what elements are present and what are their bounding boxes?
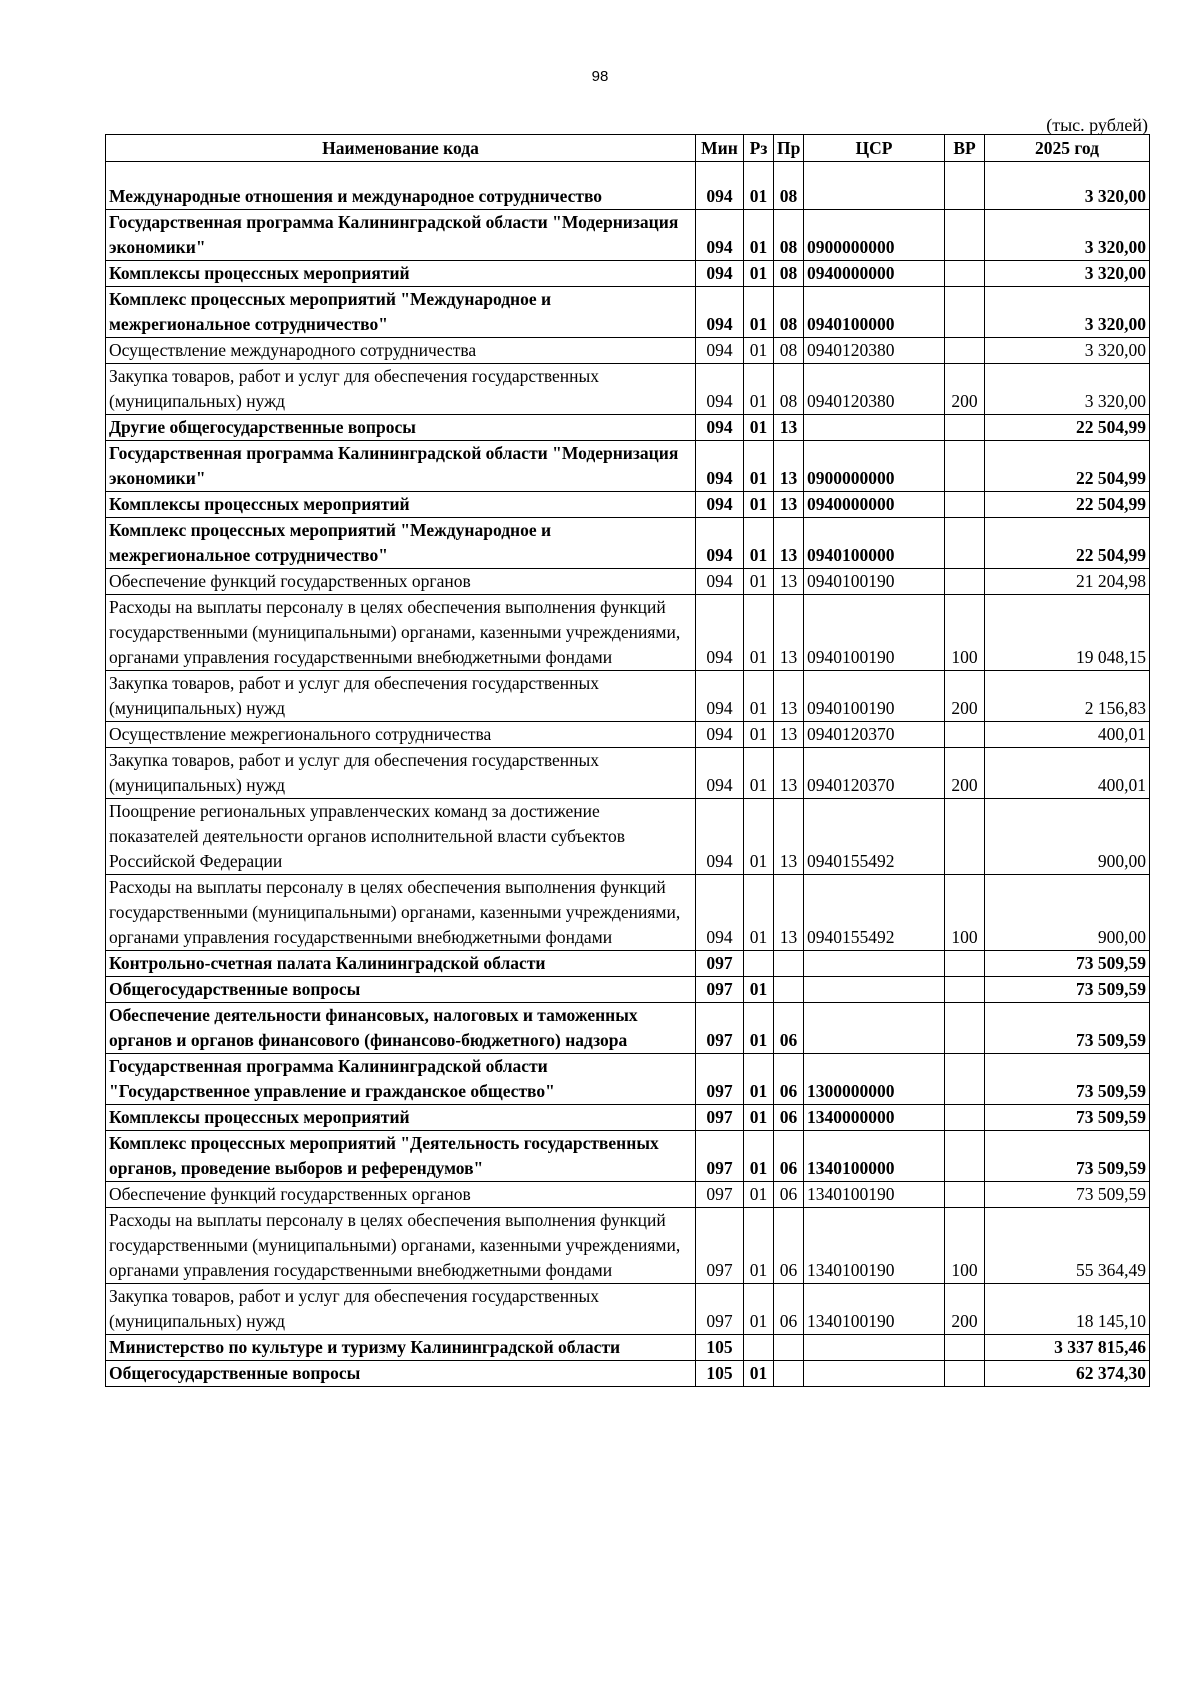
cell-vr — [945, 162, 985, 210]
cell-csr: 0940100190 — [804, 671, 945, 722]
cell-vr — [945, 569, 985, 595]
cell-csr: 0940120370 — [804, 722, 945, 748]
cell-pr: 13 — [774, 415, 804, 441]
cell-csr: 1340100190 — [804, 1182, 945, 1208]
cell-name: Обеспечение функций государственных органов — [106, 569, 696, 595]
table-row — [106, 1131, 1150, 1182]
cell-pr: 06 — [774, 1182, 804, 1208]
cell-csr: 1300000000 — [804, 1054, 945, 1105]
table-row — [106, 261, 1150, 287]
cell-rz: 01 — [744, 799, 774, 875]
cell-min: 094 — [696, 338, 744, 364]
cell-vr — [945, 518, 985, 569]
cell-sum: 900,00 — [985, 875, 1150, 951]
cell-rz: 01 — [744, 875, 774, 951]
table-row — [106, 162, 1150, 210]
cell-sum: 3 320,00 — [985, 210, 1150, 261]
cell-name: Закупка товаров, работ и услуг для обеспечения государственных (муниципальных) нужд — [106, 748, 696, 799]
cell-name: Осуществление международного сотрудничества — [106, 338, 696, 364]
cell-sum: 3 320,00 — [985, 261, 1150, 287]
budget-table — [105, 134, 1150, 1387]
cell-pr: 06 — [774, 1284, 804, 1335]
cell-csr: 0940100000 — [804, 518, 945, 569]
table-row — [106, 364, 1150, 415]
cell-min: 094 — [696, 748, 744, 799]
cell-rz: 01 — [744, 977, 774, 1003]
table-row — [106, 1054, 1150, 1105]
cell-rz: 01 — [744, 1208, 774, 1284]
cell-sum: 400,01 — [985, 748, 1150, 799]
cell-vr — [945, 951, 985, 977]
cell-name: Закупка товаров, работ и услуг для обеспечения государственных (муниципальных) нужд — [106, 364, 696, 415]
table-header — [106, 135, 1150, 162]
cell-min: 097 — [696, 951, 744, 977]
cell-min: 094 — [696, 415, 744, 441]
table-row — [106, 492, 1150, 518]
cell-rz: 01 — [744, 441, 774, 492]
cell-pr: 08 — [774, 338, 804, 364]
cell-min: 097 — [696, 1182, 744, 1208]
cell-pr — [774, 951, 804, 977]
table-row — [106, 977, 1150, 1003]
table-row — [106, 951, 1150, 977]
cell-min: 105 — [696, 1361, 744, 1387]
cell-csr: 1340100190 — [804, 1208, 945, 1284]
table-row — [106, 1208, 1150, 1284]
table-row — [106, 595, 1150, 671]
cell-min: 094 — [696, 799, 744, 875]
cell-name: Государственная программа Калининградской области "Модернизация экономики" — [106, 210, 696, 261]
cell-sum: 3 320,00 — [985, 162, 1150, 210]
cell-vr — [945, 1131, 985, 1182]
cell-sum: 3 337 815,46 — [985, 1335, 1150, 1361]
cell-name: Комплексы процессных мероприятий — [106, 492, 696, 518]
cell-name: Комплекс процессных мероприятий "Международное и межрегиональное сотрудничество" — [106, 518, 696, 569]
cell-pr: 06 — [774, 1105, 804, 1131]
cell-min: 097 — [696, 1131, 744, 1182]
cell-pr: 13 — [774, 671, 804, 722]
table-row — [106, 748, 1150, 799]
cell-min: 097 — [696, 1003, 744, 1054]
cell-min: 094 — [696, 441, 744, 492]
cell-vr: 200 — [945, 671, 985, 722]
cell-sum: 22 504,99 — [985, 518, 1150, 569]
cell-name: Общегосударственные вопросы — [106, 977, 696, 1003]
cell-pr: 13 — [774, 518, 804, 569]
cell-rz: 01 — [744, 671, 774, 722]
cell-rz — [744, 1335, 774, 1361]
cell-min: 094 — [696, 364, 744, 415]
cell-vr — [945, 1361, 985, 1387]
cell-name: Министерство по культуре и туризму Калининградской области — [106, 1335, 696, 1361]
cell-csr: 0940155492 — [804, 875, 945, 951]
cell-sum: 3 320,00 — [985, 364, 1150, 415]
cell-pr: 06 — [774, 1131, 804, 1182]
cell-min: 094 — [696, 162, 744, 210]
cell-pr: 13 — [774, 799, 804, 875]
cell-name: Расходы на выплаты персоналу в целях обеспечения выполнения функций государственными (муниципальными) органами, казенными учреждениями, органами управления государственными внебюджетными фондами — [106, 1208, 696, 1284]
cell-sum: 22 504,99 — [985, 441, 1150, 492]
cell-pr: 06 — [774, 1208, 804, 1284]
cell-rz: 01 — [744, 492, 774, 518]
cell-name: Другие общегосударственные вопросы — [106, 415, 696, 441]
table-row — [106, 722, 1150, 748]
cell-vr — [945, 287, 985, 338]
cell-name: Комплексы процессных мероприятий — [106, 1105, 696, 1131]
table-row — [106, 1182, 1150, 1208]
cell-pr: 13 — [774, 441, 804, 492]
cell-name: Контрольно-счетная палата Калининградской области — [106, 951, 696, 977]
cell-pr: 13 — [774, 595, 804, 671]
cell-name: Обеспечение функций государственных органов — [106, 1182, 696, 1208]
cell-sum: 3 320,00 — [985, 287, 1150, 338]
cell-rz: 01 — [744, 1284, 774, 1335]
table-row — [106, 1284, 1150, 1335]
cell-vr: 200 — [945, 1284, 985, 1335]
cell-min: 094 — [696, 722, 744, 748]
cell-min: 094 — [696, 671, 744, 722]
page-number: 98 — [591, 68, 609, 85]
cell-min: 094 — [696, 595, 744, 671]
cell-csr: 0940100190 — [804, 595, 945, 671]
cell-csr — [804, 1361, 945, 1387]
cell-csr: 0940120370 — [804, 748, 945, 799]
cell-sum: 73 509,59 — [985, 1003, 1150, 1054]
table-row — [106, 441, 1150, 492]
cell-vr — [945, 1182, 985, 1208]
table-row — [106, 1105, 1150, 1131]
cell-min: 094 — [696, 210, 744, 261]
cell-rz: 01 — [744, 722, 774, 748]
cell-name: Государственная программа Калининградской области "Государственное управление и гражданское общество" — [106, 1054, 696, 1105]
cell-name: Государственная программа Калининградской области "Модернизация экономики" — [106, 441, 696, 492]
cell-vr — [945, 977, 985, 1003]
cell-rz: 01 — [744, 595, 774, 671]
cell-vr — [945, 1054, 985, 1105]
cell-name: Комплекс процессных мероприятий "Международное и межрегиональное сотрудничество" — [106, 287, 696, 338]
cell-csr: 0940155492 — [804, 799, 945, 875]
cell-min: 097 — [696, 1208, 744, 1284]
cell-vr — [945, 415, 985, 441]
cell-pr: 08 — [774, 210, 804, 261]
cell-name: Общегосударственные вопросы — [106, 1361, 696, 1387]
cell-name: Расходы на выплаты персоналу в целях обеспечения выполнения функций государственными (муниципальными) органами, казенными учреждениями, органами управления государственными внебюджетными фондами — [106, 595, 696, 671]
cell-rz: 01 — [744, 210, 774, 261]
table-row — [106, 569, 1150, 595]
table-row — [106, 518, 1150, 569]
table-row — [106, 671, 1150, 722]
cell-sum: 55 364,49 — [985, 1208, 1150, 1284]
cell-csr: 0940000000 — [804, 492, 945, 518]
cell-sum: 73 509,59 — [985, 1054, 1150, 1105]
cell-sum: 3 320,00 — [985, 338, 1150, 364]
header-pr: Пр — [774, 135, 804, 162]
cell-vr: 100 — [945, 875, 985, 951]
table-row — [106, 1003, 1150, 1054]
cell-min: 097 — [696, 1054, 744, 1105]
header-csr: ЦСР — [804, 135, 945, 162]
cell-pr: 13 — [774, 748, 804, 799]
cell-sum: 19 048,15 — [985, 595, 1150, 671]
cell-name: Осуществление межрегионального сотрудничества — [106, 722, 696, 748]
cell-min: 105 — [696, 1335, 744, 1361]
cell-rz: 01 — [744, 1054, 774, 1105]
table-row — [106, 415, 1150, 441]
cell-sum: 900,00 — [985, 799, 1150, 875]
cell-rz — [744, 951, 774, 977]
cell-min: 097 — [696, 1105, 744, 1131]
table-row — [106, 210, 1150, 261]
cell-pr: 08 — [774, 287, 804, 338]
cell-sum: 73 509,59 — [985, 1182, 1150, 1208]
cell-pr: 08 — [774, 261, 804, 287]
cell-sum: 73 509,59 — [985, 1131, 1150, 1182]
cell-vr — [945, 210, 985, 261]
cell-csr — [804, 415, 945, 441]
cell-sum: 62 374,30 — [985, 1361, 1150, 1387]
cell-name: Расходы на выплаты персоналу в целях обеспечения выполнения функций государственными (муниципальными) органами, казенными учреждениями, органами управления государственными внебюджетными фондами — [106, 875, 696, 951]
cell-rz: 01 — [744, 1131, 774, 1182]
cell-min: 094 — [696, 518, 744, 569]
cell-csr — [804, 951, 945, 977]
cell-vr — [945, 799, 985, 875]
cell-sum: 2 156,83 — [985, 671, 1150, 722]
cell-rz: 01 — [744, 569, 774, 595]
cell-vr — [945, 338, 985, 364]
units-label: (тыс. рублей) — [1046, 115, 1148, 135]
cell-csr: 0940000000 — [804, 261, 945, 287]
table-row — [106, 338, 1150, 364]
cell-csr — [804, 1003, 945, 1054]
cell-csr — [804, 1335, 945, 1361]
cell-pr: 13 — [774, 492, 804, 518]
cell-vr — [945, 441, 985, 492]
cell-pr: 13 — [774, 569, 804, 595]
cell-sum: 22 504,99 — [985, 415, 1150, 441]
cell-pr: 08 — [774, 162, 804, 210]
cell-pr: 06 — [774, 1054, 804, 1105]
cell-vr — [945, 492, 985, 518]
cell-rz: 01 — [744, 287, 774, 338]
cell-csr: 0940120380 — [804, 364, 945, 415]
cell-pr — [774, 1335, 804, 1361]
cell-name: Закупка товаров, работ и услуг для обеспечения государственных (муниципальных) нужд — [106, 1284, 696, 1335]
cell-rz: 01 — [744, 364, 774, 415]
cell-rz: 01 — [744, 1105, 774, 1131]
header-vr: ВР — [945, 135, 985, 162]
cell-rz: 01 — [744, 261, 774, 287]
cell-pr: 13 — [774, 722, 804, 748]
cell-min: 097 — [696, 1284, 744, 1335]
cell-vr: 100 — [945, 595, 985, 671]
header-year: 2025 год — [985, 135, 1150, 162]
cell-rz: 01 — [744, 415, 774, 441]
cell-csr: 1340000000 — [804, 1105, 945, 1131]
cell-csr: 1340100190 — [804, 1284, 945, 1335]
cell-vr — [945, 1105, 985, 1131]
cell-csr: 0900000000 — [804, 210, 945, 261]
cell-csr — [804, 977, 945, 1003]
cell-min: 094 — [696, 875, 744, 951]
cell-min: 094 — [696, 287, 744, 338]
cell-rz: 01 — [744, 1361, 774, 1387]
cell-pr: 06 — [774, 1003, 804, 1054]
table-row — [106, 1361, 1150, 1387]
cell-sum: 22 504,99 — [985, 492, 1150, 518]
cell-name: Обеспечение деятельности финансовых, налоговых и таможенных органов и органов финансового (финансово-бюджетного) надзора — [106, 1003, 696, 1054]
cell-rz: 01 — [744, 748, 774, 799]
cell-vr — [945, 261, 985, 287]
table-row — [106, 875, 1150, 951]
header-min: Мин — [696, 135, 744, 162]
cell-pr — [774, 1361, 804, 1387]
cell-rz: 01 — [744, 1182, 774, 1208]
cell-sum: 18 145,10 — [985, 1284, 1150, 1335]
cell-sum: 73 509,59 — [985, 1105, 1150, 1131]
cell-rz: 01 — [744, 1003, 774, 1054]
cell-name: Закупка товаров, работ и услуг для обеспечения государственных (муниципальных) нужд — [106, 671, 696, 722]
cell-vr: 100 — [945, 1208, 985, 1284]
cell-name: Международные отношения и международное сотрудничество — [106, 162, 696, 210]
cell-vr: 200 — [945, 748, 985, 799]
cell-pr — [774, 977, 804, 1003]
cell-vr — [945, 1003, 985, 1054]
cell-name: Комплекс процессных мероприятий "Деятельность государственных органов, проведение выборов и референдумов" — [106, 1131, 696, 1182]
cell-name: Поощрение региональных управленческих команд за достижение показателей деятельности органов исполнительной власти субъектов Российской Федерации — [106, 799, 696, 875]
header-name: Наименование кода — [106, 135, 696, 162]
cell-csr — [804, 162, 945, 210]
cell-vr — [945, 722, 985, 748]
cell-rz: 01 — [744, 518, 774, 569]
cell-sum: 73 509,59 — [985, 977, 1150, 1003]
cell-sum: 400,01 — [985, 722, 1150, 748]
cell-sum: 73 509,59 — [985, 951, 1150, 977]
cell-csr: 0940100000 — [804, 287, 945, 338]
cell-rz: 01 — [744, 338, 774, 364]
cell-sum: 21 204,98 — [985, 569, 1150, 595]
cell-rz: 01 — [744, 162, 774, 210]
cell-pr: 08 — [774, 364, 804, 415]
cell-vr — [945, 1335, 985, 1361]
table-row — [106, 287, 1150, 338]
cell-csr: 1340100000 — [804, 1131, 945, 1182]
cell-pr: 13 — [774, 875, 804, 951]
cell-name: Комплексы процессных мероприятий — [106, 261, 696, 287]
cell-min: 094 — [696, 569, 744, 595]
table-row — [106, 1335, 1150, 1361]
header-rz: Рз — [744, 135, 774, 162]
cell-vr: 200 — [945, 364, 985, 415]
cell-csr: 0900000000 — [804, 441, 945, 492]
cell-min: 094 — [696, 492, 744, 518]
table-body — [106, 162, 1150, 1387]
cell-min: 094 — [696, 261, 744, 287]
cell-csr: 0940100190 — [804, 569, 945, 595]
table-row — [106, 799, 1150, 875]
cell-csr: 0940120380 — [804, 338, 945, 364]
cell-min: 097 — [696, 977, 744, 1003]
